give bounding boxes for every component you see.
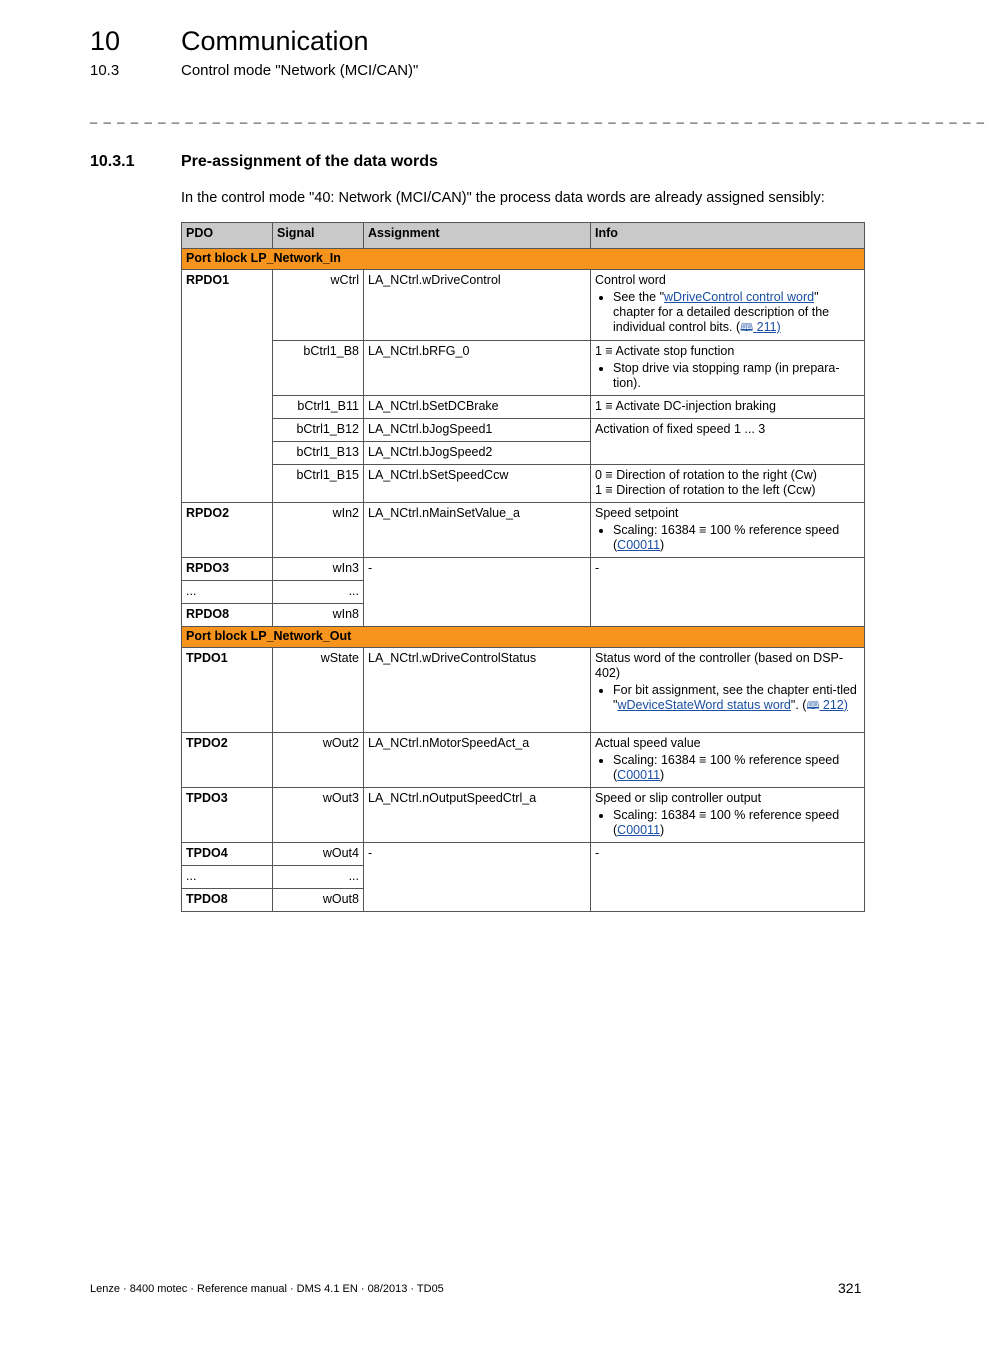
signal-cell: wIn8 — [273, 604, 364, 627]
table-row — [182, 733, 865, 788]
info-cell — [591, 648, 865, 733]
chapter-number: 10 — [90, 26, 121, 56]
pdo-name: TPDO8 — [182, 889, 273, 912]
section-number: 10.3 — [90, 62, 120, 79]
pdo-name: RPDO2 — [182, 503, 273, 558]
col-header-info: Info — [591, 223, 865, 249]
table-row — [182, 788, 865, 843]
pdo-name: RPDO1 — [182, 270, 273, 503]
page-ref-link[interactable] — [806, 698, 848, 712]
signal-cell: wOut4 — [273, 843, 364, 866]
wdevicestateword-link[interactable]: wDeviceStateWord status word — [617, 698, 791, 712]
info-bullets — [595, 523, 860, 553]
wdrivecontrol-link[interactable]: wDriveControl control word — [664, 290, 815, 304]
assignment-cell: LA_NCtrl.nMotorSpeedAct_a — [364, 733, 591, 788]
signal-cell: ... — [273, 581, 364, 604]
assignment-cell: LA_NCtrl.bJogSpeed1 — [364, 419, 591, 442]
assignment-cell: LA_NCtrl.bSetDCBrake — [364, 396, 591, 419]
section-title: Control mode "Network (MCI/CAN)" — [181, 62, 419, 79]
info-cell — [591, 341, 865, 396]
assignment-cell: LA_NCtrl.wDriveControl — [364, 270, 591, 341]
info-bullets — [595, 683, 860, 714]
assignment-cell: - — [364, 558, 591, 627]
assignment-cell: LA_NCtrl.bSetSpeedCcw — [364, 465, 591, 503]
signal-cell: wOut8 — [273, 889, 364, 912]
info-text: ) — [660, 538, 665, 552]
pdo-assignment-table — [181, 222, 865, 912]
pdo-name: ... — [182, 866, 273, 889]
footer-document-info: Lenze · 8400 motec · Reference manual · DMS 4.1 EN · 08/2013 · TD05 — [90, 1283, 444, 1295]
info-text: Speed or slip controller output — [595, 791, 762, 805]
info-text: Scaling: 16384 ≡ 100 % reference speed ( — [613, 753, 840, 782]
signal-cell: wIn2 — [273, 503, 364, 558]
info-text: Actual speed value — [595, 736, 701, 750]
assignment-cell: LA_NCtrl.wDriveControlStatus — [364, 648, 591, 733]
table-row — [182, 270, 865, 341]
list-item — [613, 753, 860, 783]
info-cell — [591, 465, 865, 503]
table-row — [182, 341, 865, 396]
info-text: For bit assignment, see the chapter enti-tled " — [613, 683, 857, 712]
subsection-title: Pre-assignment of the data words — [181, 153, 438, 170]
assignment-cell: LA_NCtrl.bRFG_0 — [364, 341, 591, 396]
info-cell: Activation of fixed speed 1 ... 3 — [591, 419, 865, 465]
table-row — [182, 396, 865, 419]
list-item — [613, 683, 860, 714]
col-header-signal: Signal — [273, 223, 364, 249]
port-block-row — [182, 627, 865, 648]
info-text: ". ( — [790, 698, 807, 712]
info-text: 1 ≡ Activate stop function — [595, 344, 735, 358]
signal-cell: wState — [273, 648, 364, 733]
info-text: ) — [660, 768, 665, 782]
info-text: 1 ≡ Direction of rotation to the left (Ccw) — [595, 483, 816, 497]
info-cell — [591, 733, 865, 788]
info-text: " chapter for a detailed description of the individual control bits. ( — [613, 290, 830, 334]
signal-cell: bCtrl1_B12 — [273, 419, 364, 442]
assignment-cell: LA_NCtrl.bJogSpeed2 — [364, 442, 591, 465]
list-item: • Stop drive via stopping ramp (in prepara-tion). — [613, 361, 860, 391]
table-row — [182, 558, 865, 581]
info-text: Control word — [595, 273, 666, 287]
signal-cell: ... — [273, 866, 364, 889]
table-row — [182, 503, 865, 558]
book-icon: 🕮 — [806, 700, 820, 712]
info-text: Scaling: 16384 ≡ 100 % reference speed ( — [613, 808, 840, 837]
info-cell: 1 ≡ Activate DC-injection braking — [591, 396, 865, 419]
subsection-number: 10.3.1 — [90, 153, 135, 170]
pdo-name: TPDO3 — [182, 788, 273, 843]
info-text: See the " — [613, 290, 665, 304]
signal-cell: bCtrl1_B11 — [273, 396, 364, 419]
info-text: ) — [660, 823, 665, 837]
signal-cell: bCtrl1_B8 — [273, 341, 364, 396]
col-header-assignment: Assignment — [364, 223, 591, 249]
page-ref: 211) — [756, 320, 781, 334]
signal-cell: wIn3 — [273, 558, 364, 581]
info-text: Speed setpoint — [595, 506, 679, 520]
book-icon: 🕮 — [740, 322, 754, 334]
signal-cell: bCtrl1_B13 — [273, 442, 364, 465]
list-item — [613, 523, 860, 553]
table-row — [182, 843, 865, 866]
info-cell: - — [591, 558, 865, 627]
pdo-name: TPDO1 — [182, 648, 273, 733]
info-text: 0 ≡ Direction of rotation to the right (Cw) — [595, 468, 817, 482]
table-row — [182, 465, 865, 503]
signal-cell: wOut2 — [273, 733, 364, 788]
assignment-cell: LA_NCtrl.nOutputSpeedCtrl_a — [364, 788, 591, 843]
page-number: 321 — [838, 1280, 862, 1296]
assignment-cell: LA_NCtrl.nMainSetValue_a — [364, 503, 591, 558]
pdo-name: TPDO2 — [182, 733, 273, 788]
info-cell: - — [591, 843, 865, 912]
pdo-name: TPDO4 — [182, 843, 273, 866]
list-item — [613, 808, 860, 838]
info-bullets — [595, 753, 860, 783]
signal-cell: bCtrl1_B15 — [273, 465, 364, 503]
info-text: Status word of the controller (based on DSP-402) — [595, 651, 844, 680]
pdo-name: ... — [182, 581, 273, 604]
c00011-link[interactable]: C00011 — [617, 768, 661, 782]
page-ref-link[interactable] — [740, 320, 781, 334]
table-header-row — [182, 223, 865, 249]
header-divider: _ _ _ _ _ _ _ _ _ _ _ _ _ _ _ _ _ _ _ _ _ _ _ _ _ _ _ _ _ _ _ _ _ _ _ _ _ _ _ _ _ _ _ _ _ _ _ _ _ _ _ _ _ _ _ _ _ _ _ _ _ _ _ _ _ _ — [90, 109, 985, 124]
col-header-pdo: PDO — [182, 223, 273, 249]
signal-cell: wOut3 — [273, 788, 364, 843]
info-bullets — [595, 361, 860, 391]
info-cell — [591, 788, 865, 843]
list-item — [613, 290, 860, 336]
info-bullets — [595, 290, 860, 336]
port-block-row — [182, 249, 865, 270]
c00011-link[interactable]: C00011 — [617, 538, 661, 552]
table-row — [182, 648, 865, 733]
info-cell — [591, 503, 865, 558]
pdo-name: RPDO8 — [182, 604, 273, 627]
pdo-name: RPDO3 — [182, 558, 273, 581]
info-text: Scaling: 16384 ≡ 100 % reference speed ( — [613, 523, 840, 552]
chapter-title: Communication — [181, 26, 369, 56]
assignment-cell: - — [364, 843, 591, 912]
port-block-out-label: Port block LP_Network_Out — [182, 627, 865, 648]
port-block-in-label: Port block LP_Network_In — [182, 249, 865, 270]
info-cell — [591, 270, 865, 341]
intro-paragraph: In the control mode "40: Network (MCI/CAN)" the process data words are already assigned sensibly: — [181, 190, 825, 206]
info-bullets — [595, 808, 860, 838]
c00011-link[interactable]: C00011 — [617, 823, 661, 837]
table-row — [182, 419, 865, 442]
signal-cell: wCtrl — [273, 270, 364, 341]
page-ref: 212) — [822, 698, 848, 712]
